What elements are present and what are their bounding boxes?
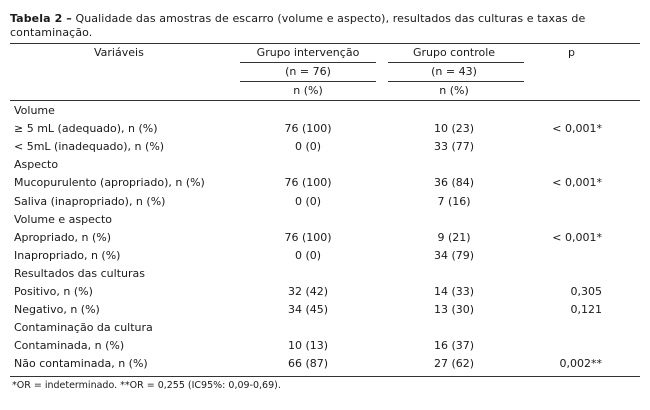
header-unit-ctrl: n (%) <box>439 84 469 97</box>
row-label: Contaminação da cultura <box>14 321 153 334</box>
table-caption <box>10 12 640 40</box>
caption-text: Qualidade das amostras de escarro (volume e aspecto), resultados das culturas e taxas de contaminação. <box>10 12 586 39</box>
row-value-p: 0,002** <box>559 357 602 370</box>
row-value-int: 76 (100) <box>284 176 332 189</box>
row-label: Saliva (inapropriado), n (%) <box>14 195 166 208</box>
row-value-ctrl: 13 (30) <box>433 303 475 316</box>
row-value-ctrl: 10 (23) <box>433 122 475 135</box>
row-label: ≥ 5 mL (adequado), n (%) <box>14 122 158 135</box>
row-value-int: 0 (0) <box>294 249 322 262</box>
header-variables: Variáveis <box>94 46 144 59</box>
header-rule-ctrl-1 <box>388 62 524 63</box>
row-value-p: < 0,001* <box>552 231 602 244</box>
row-label: Positivo, n (%) <box>14 285 93 298</box>
row-label: Contaminada, n (%) <box>14 339 125 352</box>
row-value-p: < 0,001* <box>552 122 602 135</box>
row-label: < 5mL (inadequado), n (%) <box>14 140 165 153</box>
top-rule <box>10 43 640 44</box>
row-value-ctrl: 33 (77) <box>433 140 475 153</box>
row-value-int: 66 (87) <box>287 357 329 370</box>
header-rule-int-2 <box>240 81 376 82</box>
row-label: Aspecto <box>14 158 59 171</box>
row-value-ctrl: 9 (21) <box>437 231 471 244</box>
header-n-int: (n = 76) <box>285 65 331 78</box>
row-value-ctrl: 27 (62) <box>433 357 475 370</box>
row-value-p: < 0,001* <box>552 176 602 189</box>
header-bottom-rule <box>10 100 640 101</box>
caption-label: Tabela 2 – <box>10 12 72 25</box>
row-value-p: 0,305 <box>570 285 602 298</box>
row-value-ctrl: 16 (37) <box>433 339 475 352</box>
row-value-int: 32 (42) <box>287 285 329 298</box>
row-value-ctrl: 7 (16) <box>437 195 471 208</box>
row-value-int: 0 (0) <box>294 195 322 208</box>
row-label: Inapropriado, n (%) <box>14 249 121 262</box>
header-n-ctrl: (n = 43) <box>431 65 477 78</box>
table-footnote: *OR = indeterminado. **OR = 0,255 (IC95%: 0,09-0,69). <box>12 380 281 391</box>
row-value-int: 34 (45) <box>287 303 329 316</box>
row-value-ctrl: 36 (84) <box>433 176 475 189</box>
header-group-int: Grupo intervenção <box>256 46 360 59</box>
row-value-ctrl: 14 (33) <box>433 285 475 298</box>
row-value-int: 76 (100) <box>284 231 332 244</box>
row-label: Volume e aspecto <box>14 213 112 226</box>
header-unit-int: n (%) <box>293 84 323 97</box>
row-label: Mucopurulento (apropriado), n (%) <box>14 176 205 189</box>
header-p: p <box>568 46 575 59</box>
row-value-int: 10 (13) <box>287 339 329 352</box>
row-label: Volume <box>14 104 55 117</box>
header-rule-int-1 <box>240 62 376 63</box>
header-rule-ctrl-2 <box>388 81 524 82</box>
bottom-rule <box>10 376 640 377</box>
row-value-ctrl: 34 (79) <box>433 249 475 262</box>
row-label: Negativo, n (%) <box>14 303 100 316</box>
row-value-p: 0,121 <box>570 303 602 316</box>
row-label: Não contaminada, n (%) <box>14 357 148 370</box>
row-value-int: 0 (0) <box>294 140 322 153</box>
header-group-ctrl: Grupo controle <box>412 46 496 59</box>
row-label: Resultados das culturas <box>14 267 145 280</box>
row-label: Apropriado, n (%) <box>14 231 112 244</box>
row-value-int: 76 (100) <box>284 122 332 135</box>
